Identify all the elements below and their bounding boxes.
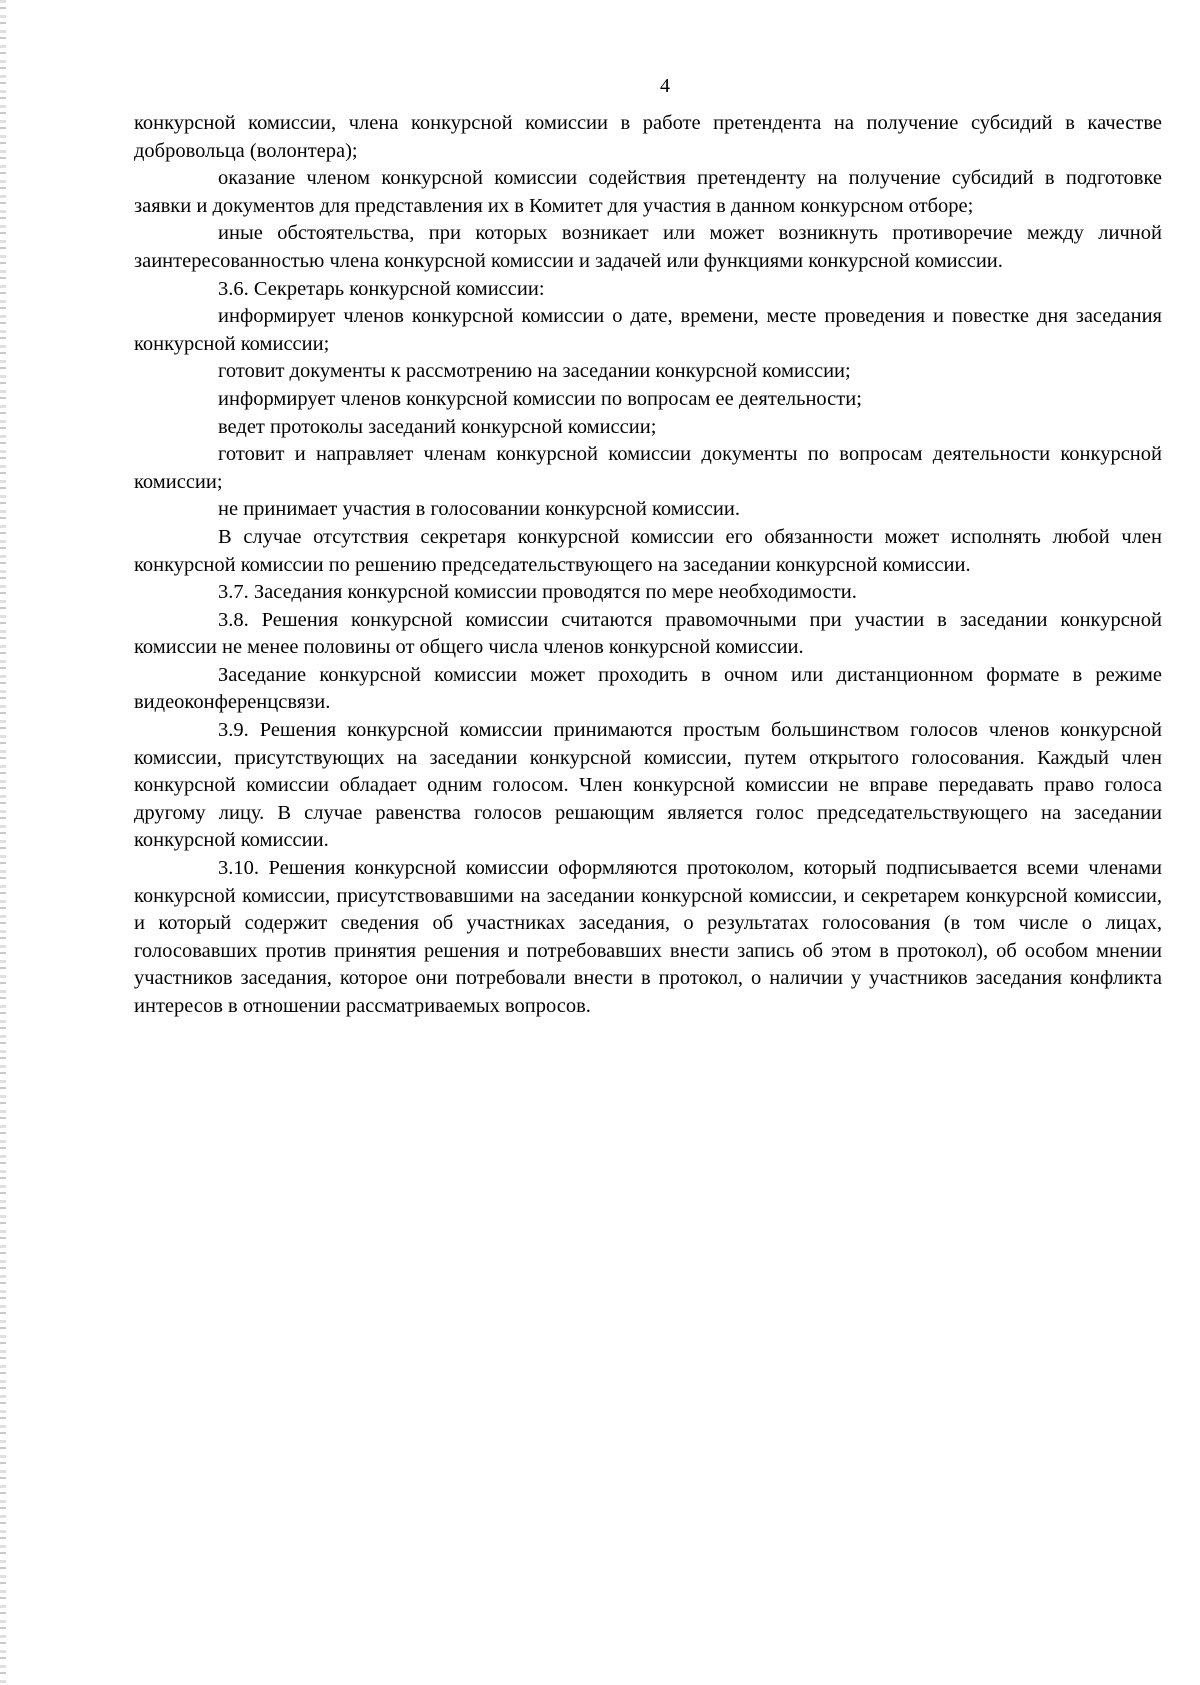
paragraph: готовит документы к рассмотрению на заседании конкурсной комиссии; (218, 360, 851, 383)
section-3-8: 3.8. Решения конкурсной комиссии считаются правомочными при участии в заседании конкурсной комиссии не менее половины от общего числа членов конкурсной комиссии. (134, 608, 1162, 659)
paragraph: оказание членом конкурсной комиссии содействия претенденту на получение субсидий в подготовке заявки и документов для представления их в Комитет для участия в данном конкурсном отборе; (134, 167, 1162, 217)
paragraph: готовит и направляет членам конкурсной комиссии документы по вопросам деятельности конкурсной комиссии; (134, 443, 1162, 493)
paragraph: иные обстоятельства, при которых возникает или может возникнуть противоречие между личной заинтересованностью члена конкурсной комиссии и задачей или функциями конкурсной комиссии. (134, 222, 1162, 272)
paragraph: не принимает участия в голосовании конкурсной комиссии. (218, 498, 740, 521)
paragraph: информирует членов конкурсной комиссии по вопросам ее деятельности; (218, 387, 862, 410)
paragraph: Заседание конкурсной комиссии может проходить в очном или дистанционном формате в режиме видеоконференцсвязи. (134, 663, 1162, 714)
section-3-10: 3.10. Решения конкурсной комиссии оформляются протоколом, который подписывается всеми членами конкурсной комиссии, присутствовавшими на заседании конкурсной комиссии, и секретарем конкурсной комиссии, и который содержит сведения об участниках заседания, о результатах голосования (в том числе о лицах, голосовавших против принятия решения и потребовавших внести запись об этом в протокол), об особом мнении участников заседания, которое они потребовали внести в протокол, о наличии у участников заседания конфликта интересов в отношении рассматриваемых вопросов. (134, 857, 1162, 1017)
paragraph-continuation: конкурсной комиссии, члена конкурсной комиссии в работе претендента на получение субсидий в качестве добровольца (волонтера); (134, 112, 1162, 162)
section-3-7: 3.7. Заседания конкурсной комиссии проводятся по мере необходимости. (218, 581, 857, 604)
document-body (134, 110, 1162, 1021)
paragraph: ведет протоколы заседаний конкурсной комиссии; (218, 415, 657, 438)
scan-edge-artifact (0, 0, 6, 1685)
paragraph: В случае отсутствия секретаря конкурсной комиссии его обязанности может исполнять любой член конкурсной комиссии по решению председательствующего на заседании конкурсной комиссии. (134, 525, 1162, 576)
section-3-9: 3.9. Решения конкурсной комиссии принимаются простым большинством голосов членов конкурсной комиссии, присутствующих на заседании конкурсной комиссии, путем открытого голосования. Каждый член конкурсной комиссии обладает одним голосом. Член конкурсной комиссии не вправе передавать право голоса другому лицу. В случае равенства голосов решающим является голос председательствующего на заседании конкурсной комиссии. (134, 719, 1162, 852)
section-heading-3-6: 3.6. Секретарь конкурсной комиссии: (218, 277, 545, 300)
page-number: 4 (660, 75, 670, 97)
paragraph: информирует членов конкурсной комиссии о дате, времени, месте проведения и повестке дня заседания конкурсной комиссии; (134, 305, 1162, 355)
